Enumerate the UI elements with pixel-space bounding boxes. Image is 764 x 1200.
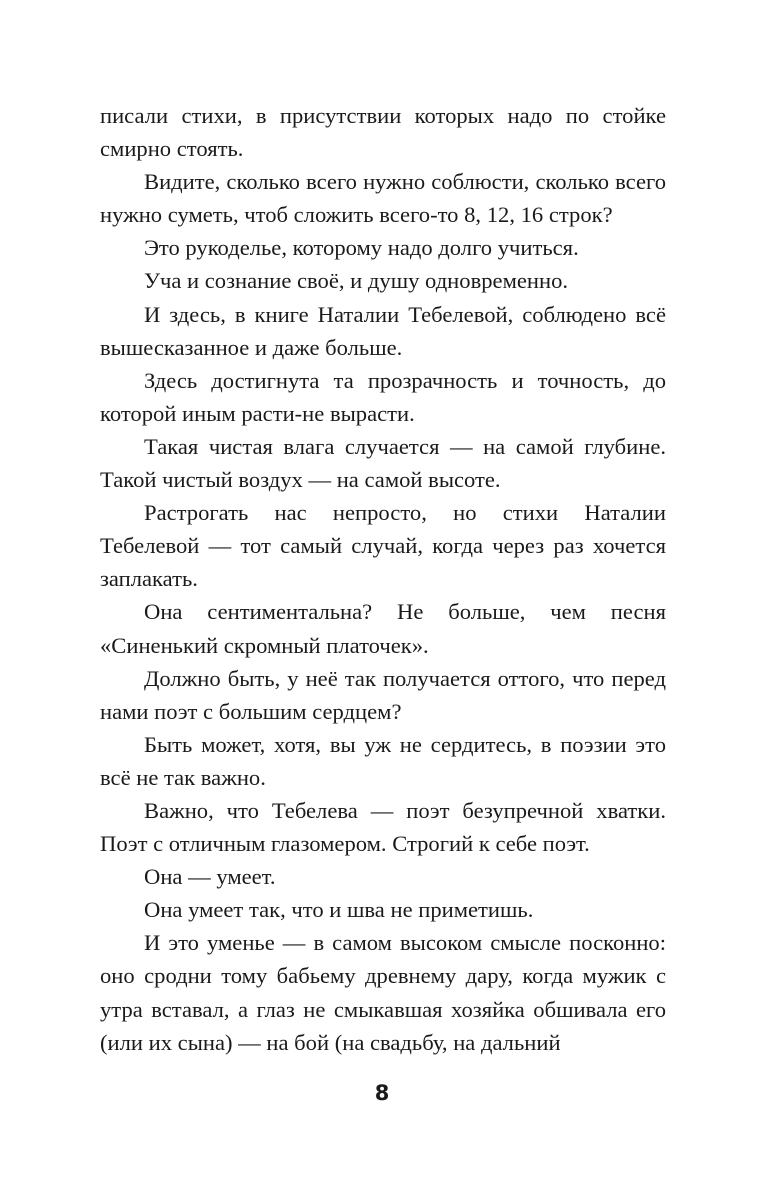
paragraph-7: Такая чистая влага случается — на самой глубине. Такой чистый воздух — на самой высоте. (100, 433, 666, 493)
paragraph-15: И это уменье — в самом высоком смысле посконно: оно сродни тому бабьему древнему дару, когда мужик с утра вставал, а глаз не смыкавшая хозяйка обшивала его (или их сына) — на бой (на свадьбу, на дальний (100, 930, 666, 1055)
paragraph-11: Быть может, хотя, вы уж не сердитесь, в поэзии это всё не так важно. (100, 731, 666, 790)
paragraph-13: Она — умеет. (144, 864, 276, 890)
page-number: 8 (374, 1081, 390, 1105)
paragraph-12: Важно, что Тебелева — поэт безупречной хватки. Поэт с отличным глазомером. Строгий к себе поэт. (100, 797, 666, 857)
paragraph-3: Это рукоделье, которому надо долго учиться. (144, 235, 579, 261)
paragraph-9: Она сентиментальна? Не больше, чем песня «Синенький скромный платочек». (100, 599, 666, 658)
paragraph-2: Видите, сколько всего нужно соблюсти, сколько всего нужно суметь, чтоб сложить всего-то 8, 12, 16 строк? (100, 169, 666, 228)
paragraph-6: Здесь достигнута та прозрачность и точность, до которой иным расти-не вырасти. (100, 367, 666, 426)
paragraph-1: писали стихи, в присутствии которых надо по стойке смирно стоять. (100, 103, 666, 162)
paragraph-14: Она умеет так, что и шва не приметишь. (144, 897, 534, 923)
body-text (100, 99, 666, 1059)
paragraph-8: Растрогать нас непросто, но стихи Наталии Тебелевой — тот самый случай, когда через раз хочется заплакать. (100, 500, 666, 592)
paragraph-10: Должно быть, у неё так получается оттого, что перед нами поэт с большим сердцем? (100, 665, 666, 724)
paragraph-4: Уча и сознание своё, и душу одновременно. (144, 268, 569, 294)
paragraph-5: И здесь, в книге Наталии Тебелевой, соблюдено всё вышесказанное и даже больше. (100, 301, 666, 360)
